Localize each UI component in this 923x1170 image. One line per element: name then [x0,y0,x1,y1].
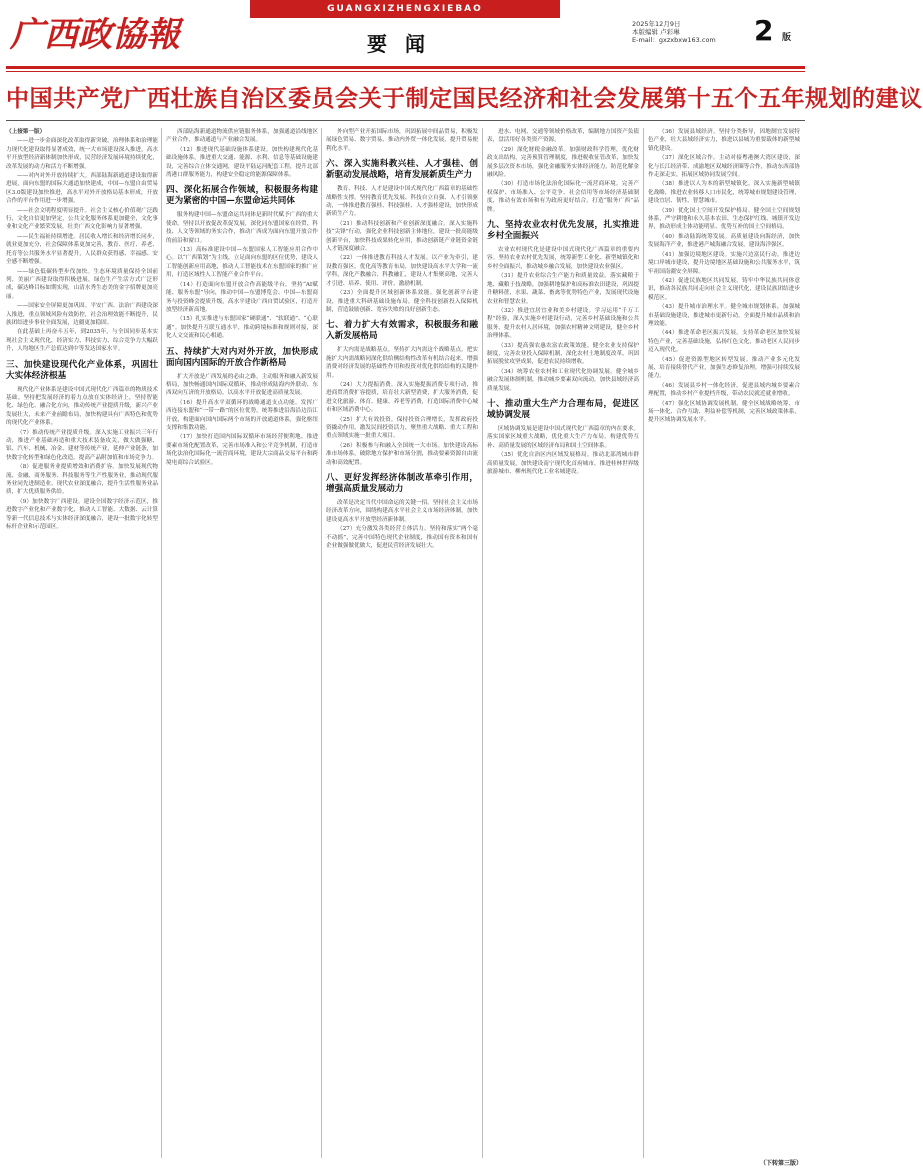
article-paragraph: （30）打造市场化法治化国际化一流营商环境。完善产权保护、市场准入、公平竞争、社会信用等市场经济基础制度，推动有效市场和有为政府更好结合，打造“服务广西”品牌。 [487,181,639,213]
main-headline: 中国共产党广西壮族自治区委员会关于制定国民经济和社会发展第十五个五年规划的建议 [6,86,923,112]
article-paragraph: 改革是决定当代中国命运的关键一招。坚持社会主义市场经济改革方向，围绕构建高水平社会主义市场经济体制，加快建设更高水平开放型经济新体制。 [326,500,478,523]
article-paragraph: （41）加强边境地区建设。实施兴边富民行动，推进边境口岸城市建设，提升边境地区基础设施和公共服务水平，筑牢祖国南疆安全屏障。 [648,251,800,275]
article-paragraph: 西部陆海新通道物流供应链服务体系，加强通道沿线地区产业合作，推动通道与产业融合发展。 [166,129,318,144]
article-paragraph: ——社会文明程度明显提升。社会主义核心价值观广泛践行，文化自信更加坚定，公共文化服务体系更加健全，文化事业和文化产业繁荣发展，壮美广西文化影响力显著增强。 [6,207,158,231]
masthead-pinyin: GUANGXIZHENGXIEBAO [250,0,560,18]
article-paragraph: ——绿色低碳转型步伐加快。生态环境质量保持全国前列，美丽广西建设取得积极进展，绿色生产生活方式广泛形成，碳达峰目标如期实现，山清水秀生态美的金字招牌更加亮丽。 [6,268,158,300]
article-paragraph: （15）扎实推进与东盟国家“硬联通”、“软联通”、“心联通”。加快提升互联互通水平，推动跨境标准和规则对接，深化人文交流和民心相通。 [166,316,318,340]
article-paragraph: ——对内对外开放持续扩大。西部陆海新通道建设取得新进展，面向东盟的国际大通道加快建成，中国—东盟自由贸易区3.0版建设加快推进，高水平对外开放格局基本形成，开放合作的平台作用进一步增强。 [6,173,158,205]
article-column-2 [166,128,318,1160]
column-divider [161,128,162,1158]
newspaper-logo [6,6,206,58]
article-paragraph: （32）推进宜居宜业和美乡村建设。学习运用“千万工程”经验，深入实施乡村建设行动，完善乡村基础设施和公共服务，提升农村人居环境，加强农村精神文明建设，健全乡村治理体系。 [487,307,639,340]
article-paragraph: 农业农村现代化是建设中国式现代化广西篇章的重要内容。坚持农业农村优先发展，统筹新型工业化、新型城镇化和乡村全面振兴，推动城乡融合发展，加快建设农业强区。 [487,247,639,270]
article-paragraph: （46）发展县乡村一体化经济。促进县域内城乡要素合理配置，推动乡村产业提档升级，带动农民就近就业增收。 [648,382,800,398]
article-paragraph: （44）推进革命老区振兴发展。支持革命老区加快发展特色产业，完善基础设施，弘扬红色文化，推动老区人民同步迈入现代化。 [648,330,800,354]
article-paragraph: 外向型产业开拓国际市场，巩固拓展中间品贸易，积极发展绿色贸易、数字贸易，推动内外贸一体化发展，提升贸易便利化水平。 [326,129,478,152]
article-paragraph: （7）推动传统产业提质升级。深入实施工业振兴三年行动，推进产业基础再造和重大技术装备攻关，做大做强糖、铝、汽车、机械、冶金、建材等传统产业，延伸产业链条，加快数字化转型和绿色化改造，提高产品附加值和市场竞争力。 [6,429,158,461]
section-name: 要闻 [367,32,443,56]
article-paragraph: （29）深化财税金融改革。加强财政科学管理，优化财政支出结构，完善预算管理制度，推进税收征管改革，加快发展多层次资本市场，强化金融服务实体经济能力，防范化解金融风险。 [487,146,639,179]
article-paragraph: （35）优化自治区内区域发展格局。推动北部湾城市群高质量发展，加快建设南宁现代化首府城市，推进桂林世界级旅游城市、柳州现代化工业名城建设。 [487,452,639,475]
article-paragraph: （上接第一版） [6,129,46,135]
article-paragraph: 在此基础上再奋斗五年，到2035年，与全国同步基本实现社会主义现代化，经济实力、科技实力、综合竞争力大幅跃升，人均地区生产总值达到中等发达国家水平。 [6,329,158,353]
article-paragraph: （23）全面提升区域创新体系效能。强化创新平台建设，推进重大科研基础设施布局，健全科技创新投入保障机制，营造鼓励创新、宽容失败的良好创新生态。 [326,290,478,313]
masthead-rule [6,66,805,69]
section-heading: 五、持续扩大对内对外开放，加快形成面向国内国际的开放合作新格局 [166,346,318,368]
column-divider [643,128,644,1158]
page-editor: 本版编辑 卢彩琳 [632,28,680,36]
article-paragraph: 扩大内需是战略基点。坚持扩大内需这个战略基点，把实施扩大内需战略同深化供给侧结构性改革有机结合起来，增强消费对经济发展的基础性作用和投资对优化供给结构的关键作用。 [326,347,478,379]
article-paragraph: （43）提升城市治理水平。健全城市规划体系，加强城市基础设施建设，推进城市更新行动，全面提升城市品质和治理效能。 [648,304,800,327]
column-divider [482,128,483,1158]
masthead [0,0,811,68]
article-paragraph: ——民生福祉持续增进。居民收入增长和经济增长同步，就业更加充分，社会保障体系更加完善，教育、医疗、养老、托育等公共服务水平显著提升，人民群众获得感、幸福感、安全感不断增强。 [6,233,158,266]
masthead-rule-thin [6,71,805,72]
article-paragraph: 现代化产业体系是建设中国式现代化广西篇章的物质技术基础。坚持把发展经济的着力点放在实体经济上，坚持智能化、绿色化、融合化方向，推动传统产业提质升级，新兴产业发展壮大，未来产业前瞻布局，加快构建具有广西特色和优势的现代化产业体系。 [6,386,158,427]
article-paragraph: （16）提升高水平双循环的战略通道支点功能。发挥广西连接东盟和“一带一路”的区位优势，统筹推进沿海沿边沿江开放，构建面向国内国际两个市场的开放通道体系，强化枢纽支撑和集散功能。 [166,399,318,431]
page-number: 2 [754,14,774,47]
article-column-4 [487,128,639,1160]
article-paragraph: （13）高标准建设中国—东盟国家人工智能应用合作中心。以“广西策划”为主线，立足面向东盟的区位优势，建设人工智能创新应用高地，推动人工智能技术在东盟国家的推广应用，打造区域性人工智能产业合作平台。 [166,247,318,279]
article-column-1 [6,128,158,1160]
article-column-5 [648,128,800,1160]
section-heading: 四、深化拓展合作领域，积极服务构建更为紧密的中国—东盟命运共同体 [166,185,318,207]
article-paragraph: 区域协调发展是建设中国式现代化广西篇章的内在要求。落实国家区域重大战略，优化重大生产力布局，构建优势互补、高质量发展的区域经济布局和国土空间体系。 [487,425,639,449]
article-paragraph: （26）积极参与和融入全国统一大市场。加快建设高标准市场体系，破除地方保护和市场分割，推动要素资源自由流动和高效配置。 [326,442,478,466]
page-label: 版 [782,33,792,43]
contact-email: E-mail：gxzxbxw163.com [632,36,716,44]
article-paragraph: （33）提高强农惠农富农政策效能。健全农业支持保护制度，完善农业投入保障机制，深化农村土地制度改革，巩固拓展脱贫攻坚成果，促进农民持续增收。 [487,342,639,366]
article-paragraph: （37）深化区域合作。主动对接粤港澳大湾区建设，深化与长江经济带、成渝地区双城经济圈等合作，推动东西部协作走深走实，拓展区域协同发展空间。 [648,155,800,179]
article-paragraph: ——国家安全屏障更加巩固。平安广西、法治广西建设深入推进，重点领域风险有效防控，社会治理效能不断提升，民族团结进步事业全面发展，边疆更加稳固。 [6,303,158,326]
article-paragraph: （45）促进资源型地区转型发展。推动产业多元化发展，培育接续替代产业，加强生态修复治理，增强可持续发展能力。 [648,356,800,380]
section-heading: 七、着力扩大有效需求，积极服务和融入新发展格局 [326,320,478,342]
article-paragraph: （12）推进现代基础设施体系建设。加快构建现代化基础设施体系，推进重大交通、能源、水利、信息等基础设施建设，完善综合立体交通网，建设平陆运河配套工程，提升北部湾港口群服务能力，构建安全稳定的能源保障体系。 [166,146,318,179]
svg-text:广西政協報: 广西政協報 [10,15,180,55]
article-paragraph: （38）推进以人为本的新型城镇化。深入实施新型城镇化战略，推进农业转移人口市民化，统筹城市规划建设管理，建设宜居、韧性、智慧城市。 [648,181,800,205]
article-paragraph: （42）促进民族地区共同发展。铸牢中华民族共同体意识，推动各民族共同走向社会主义现代化，建设民族团结进步模范区。 [648,277,800,301]
article-paragraph: （34）统筹农业农村和工业现代化协调发展。健全城乡融合发展体制机制，推动城乡要素双向流动，加快县域经济高质量发展。 [487,368,639,392]
article-paragraph: （9）加快数字广西建设。建设全国数字经济示范区，推进数字产业化和产业数字化，推动人工智能、大数据、云计算等新一代信息技术与实体经济深度融合，建设一批数字化转型标杆企业和示范园区。 [6,498,158,531]
section-heading: 十、推动重大生产力合理布局，促进区域协调发展 [487,398,639,420]
article-paragraph: 扩大开放是广西发展的必由之路。主动服务和融入新发展格局，加快畅通国内国际双循环，推动形成陆海内外联动、东西双向互济的开放格局，以高水平开放促进高质量发展。 [166,373,318,397]
article-paragraph: 教育、科技、人才是建设中国式现代化广西篇章的基础性战略性支撑。坚持教育优先发展、科技自立自强、人才引领驱动，一体推进教育强桂、科技强桂、人才强桂建设，加快形成新质生产力。 [326,186,478,218]
article-column-3 [326,128,478,1160]
article-paragraph: （39）优化国土空间开发保护格局。健全国土空间规划体系，严守耕地和永久基本农田、生态保护红线、城镇开发边界，推动形成主体功能明显、优势互补的国土空间格局。 [648,207,800,231]
section-heading: 三、加快建设现代化产业体系，巩固壮大实体经济根基 [6,359,158,381]
issue-date: 2025年12月9日 [632,20,681,28]
article-paragraph: （21）推动科技创新和产业创新深度融合。深入实施科技“尖锋”行动，强化企业科技创新主体地位，建设一批高能级创新平台，加快科技成果转化应用，推动创新链产业链资金链人才链深度融合。 [326,220,478,253]
article-paragraph: （40）推动陆海统筹发展。高质量建设向海经济，加快发展海洋产业，推进港产城海融合发展，建设海洋强区。 [648,233,800,249]
article-paragraph: 服务构建中国—东盟命运共同体是新时代赋予广西的重大使命。坚持以开放促改革促发展，深化同东盟国家在经贸、科技、人文等领域的务实合作，推动广西成为面向东盟开放合作的前沿和窗口。 [166,212,318,244]
headline-rule [6,120,805,121]
article-paragraph: （8）促进服务业提质增效和消费扩容。加快发展现代物流、金融、商务服务、科技服务等生产性服务业，推动现代服务业同先进制造业、现代农业深度融合，提升生活性服务业品质，扩大优质服务供给。 [6,464,158,496]
article-paragraph: 进水、电网、交通等领域价格改革，编制地方国资产负债表，盘活用好各类资产资源。 [487,129,639,144]
continued-note: （下转第三版） [760,1160,803,1167]
article-paragraph: （14）打造面向东盟开放合作高能级平台。坚持“AI赋能、服务东盟”导向，推动中国—东盟博览会、中国—东盟商务与投资峰会提质升级，高水平建设广西自贸试验区，打造开放型经济新高地。 [166,281,318,313]
article-paragraph: ——进一步金面深化改革取得新突破。治理体系和治理能力现代化建设取得显著成效，统一大市场建设深入推进，高水平开放型经济新体制加快形成，民营经济发展环境持续优化，改革发展的动力和活力不断增强。 [6,138,158,170]
section-heading: 八、更好发挥经济体制改革牵引作用，增强高质量发展动力 [326,473,478,494]
section-heading: 九、坚持农业农村优先发展，扎实推进乡村全面振兴 [487,220,639,242]
article-paragraph: （27）充分激发各类经营主体活力。坚持和落实“两个毫不动摇”，完善中国特色现代企业制度，推动国有资本和国有企业做强做优做大，促进民营经济发展壮大。 [326,526,478,550]
column-divider [321,128,322,1158]
article-paragraph: （31）提升农业综合生产能力和质量效益。落实藏粮于地、藏粮于技战略，加强耕地保护和高标准农田建设，巩固提升糖料蔗、水果、蔬菜、畜禽等优势特色产业，发展现代设施农业和智慧农业。 [487,273,639,305]
article-paragraph: （24）大力提振消费。深入实施提振消费专项行动，推进商贸消费扩容提质，培育壮大新型消费，扩大服务消费，促进文化旅游、体育、健康、养老等消费，打造国际消费中心城市和区域消费中心。 [326,381,478,414]
article-paragraph: （17）加快打造国内国际双循环市场经营便利地。推进要素市场化配置改革，完善市场准入和公平竞争机制，打造市场化法治化国际化一流营商环境，建设大宗商品交易平台和跨境电商综合试验区。 [166,434,318,466]
section-heading: 六、深入实施科教兴桂、人才强桂、创新驱动发展战略，培育发展新质生产力 [326,159,478,181]
article-paragraph: （25）扩大有效投资。保持投资合理增长，发挥政府投资撬动作用，激发民间投资活力，聚焦重大战略、重大工程和重点领域实施一批重大项目。 [326,416,478,440]
article-paragraph: （47）强化区域协调发展机制。健全区域战略统筹、市场一体化、合作互助、利益补偿等机制，完善区域政策体系，提升区域协调发展水平。 [648,400,800,424]
article-paragraph: （36）发展县域经济。坚持分类指导，因地制宜发展特色产业，壮大县域经济实力，推进以县城为重要载体的新型城镇化建设。 [648,129,800,152]
article-paragraph: （22）一体推进教育科技人才发展。以产业为牵引，建设教育强区，优化高等教育布局，加快建设高水平大学和一流学科，深化产教融合、科教融汇，建设人才集聚高地，完善人才引进、培养、使用、评价、激励机制。 [326,255,478,287]
date-block [632,20,752,44]
